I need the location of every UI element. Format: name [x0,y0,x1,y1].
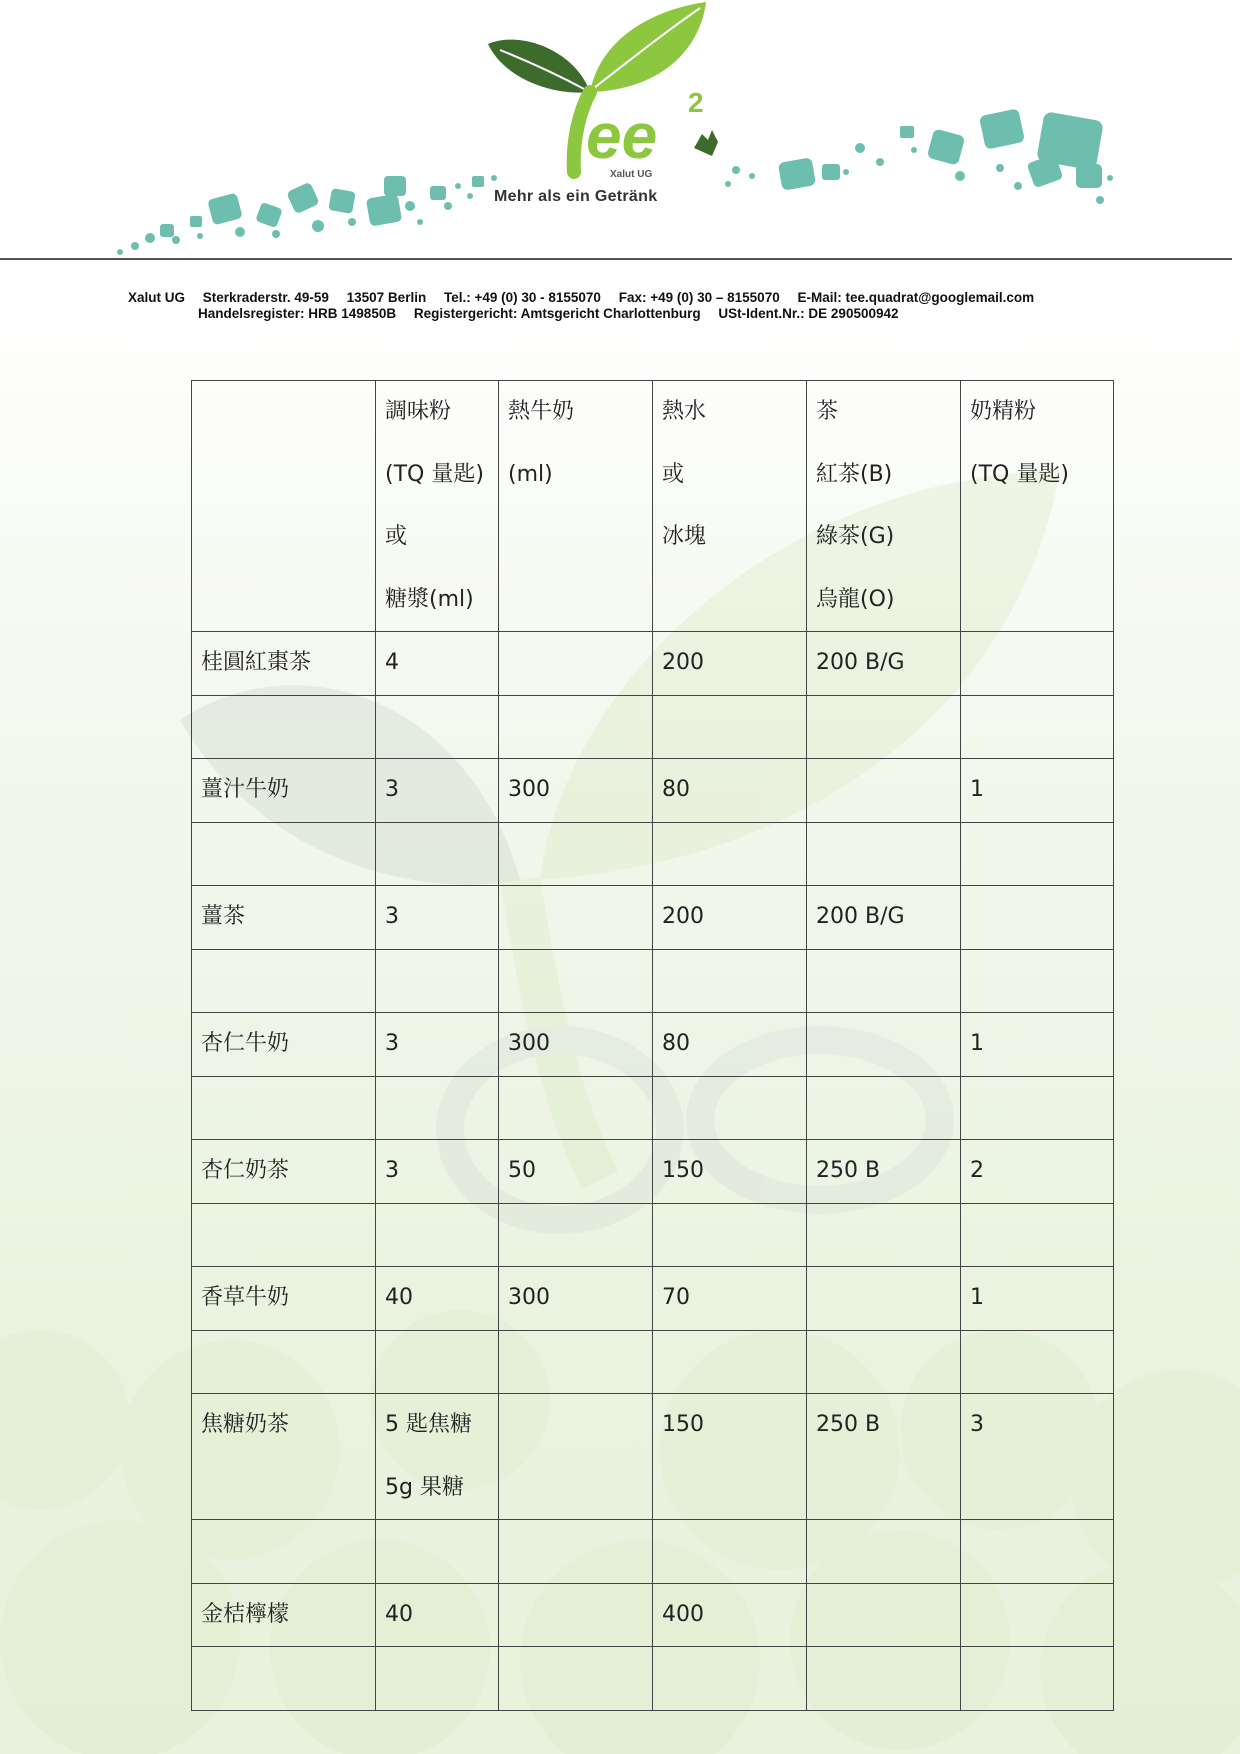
table-cell [961,1330,1114,1394]
address-register: Handelsregister: HRB 149850B [198,306,397,321]
table-cell [376,822,499,886]
cell-value [508,1584,643,1647]
cell-value [385,1204,489,1267]
table-cell [807,886,961,950]
cell-value: 5g 果糖 [385,1474,464,1500]
cell-value [508,696,643,759]
table-cell [961,886,1114,950]
cell-value [662,823,797,886]
table-cell [653,822,807,886]
recipe-table-header [192,381,1114,632]
cell-value [970,1077,1104,1140]
drink-name-cell [192,886,376,950]
table-row [192,886,1114,950]
column-header-line [201,381,366,444]
table-cell [499,1076,653,1140]
table-cell [961,759,1114,823]
column-header-line: (TQ 量匙) [385,461,484,487]
cell-value [970,1584,1104,1647]
cell-value [201,1520,366,1583]
cell-value: 薑汁牛奶 [201,777,290,802]
table-cell [499,949,653,1013]
cell-value: 200 B/G [816,650,905,675]
column-header-line: 熱水 [662,399,707,424]
table-cell [653,1267,807,1331]
cell-value: 杏仁牛奶 [201,1031,290,1056]
column-header [499,381,653,632]
cell-value: 1 [970,1031,984,1056]
cell-value [508,823,643,886]
drink-name-cell [192,1647,376,1711]
cell-value [662,1204,797,1267]
table-row [192,695,1114,759]
table-cell [499,1013,653,1077]
cell-value [816,823,951,886]
column-header-line: 熱牛奶 [508,399,575,424]
table-cell [376,1520,499,1584]
cell-value: 40 [385,1601,413,1627]
cell-value: 40 [385,1285,413,1310]
drink-name-cell [192,1394,376,1520]
cell-value [816,1647,951,1710]
drink-name-cell [192,1140,376,1204]
table-cell [653,1520,807,1584]
column-header-line: 調味粉 [385,399,452,424]
table-cell [499,1267,653,1331]
table-cell [376,1330,499,1394]
table-cell [807,1203,961,1267]
table-row [192,1013,1114,1077]
table-cell [807,759,961,823]
column-header-line: 烏龍(O) [816,586,895,612]
svg-text:2: 2 [688,87,704,118]
cell-value [508,950,643,1013]
column-header-line: 糖漿(ml) [385,586,474,612]
drink-name-cell [192,1267,376,1331]
cell-value [816,1204,951,1267]
table-cell [807,695,961,759]
cell-value: 4 [385,650,399,675]
table-cell [807,1076,961,1140]
table-cell [961,1076,1114,1140]
cell-value: 80 [662,777,690,802]
table-cell [961,1013,1114,1077]
drink-name-cell [192,1583,376,1647]
drink-name-cell [192,1013,376,1077]
table-row [192,822,1114,886]
column-header [807,381,961,632]
cell-value: 1 [970,777,984,802]
cell-value: 5 匙焦糖 [385,1412,472,1437]
column-header-line: (ml) [508,461,553,487]
table-cell [807,1013,961,1077]
table-cell [653,886,807,950]
cell-value: 150 [662,1158,704,1183]
column-header-line: 茶 [816,399,839,424]
header-divider [0,258,1232,260]
table-row [192,1076,1114,1140]
table-cell [499,1520,653,1584]
drink-name-cell [192,1203,376,1267]
cell-value: 3 [385,904,399,929]
cell-value [508,1331,643,1394]
column-header [961,381,1114,632]
table-cell [376,1013,499,1077]
cell-value [816,1520,951,1583]
table-cell [376,1647,499,1711]
header-row [192,381,1114,632]
cell-value: 300 [508,777,550,802]
table-cell [499,822,653,886]
table-cell [653,1330,807,1394]
cell-value: 200 B/G [816,904,905,929]
drink-name-cell [192,695,376,759]
table-cell [499,1203,653,1267]
table-cell [961,1394,1114,1520]
cell-value [508,1077,643,1140]
table-cell [653,695,807,759]
cell-value [662,1077,797,1140]
column-header-line: 奶精粉 [970,399,1037,424]
table-cell [499,1647,653,1711]
cell-value [970,886,1104,949]
cell-value: 金桔檸檬 [201,1601,290,1627]
cell-value: 300 [508,1285,550,1310]
table-row [192,1203,1114,1267]
cell-value: 250 B [816,1412,881,1437]
cell-value [970,823,1104,886]
table-cell [499,632,653,696]
table-cell [376,1140,499,1204]
table-cell [807,1520,961,1584]
table-cell [807,1267,961,1331]
column-header-line: 冰塊 [662,524,707,549]
table-cell [807,1140,961,1204]
cell-value: 2 [970,1158,984,1183]
cell-value [662,950,797,1013]
cell-value [816,1013,951,1076]
cell-value [201,1077,366,1140]
cell-value: 150 [662,1412,704,1437]
brand-wordmark: ee [586,100,658,172]
table-cell [807,822,961,886]
cell-value: 香草牛奶 [201,1285,290,1310]
cell-value: 3 [385,777,399,802]
address-line-2 [128,306,1188,322]
table-cell [653,1203,807,1267]
address-company: Xalut UG [128,290,186,305]
cell-value [662,696,797,759]
table-cell [376,949,499,1013]
table-row [192,1140,1114,1204]
cell-value [201,823,366,886]
address-vat: USt-Ident.Nr.: DE 290500942 [718,306,899,321]
table-cell [376,695,499,759]
cell-value [816,1331,951,1394]
cell-value: 400 [662,1601,704,1627]
cell-value [201,950,366,1013]
letterhead [0,0,1240,330]
cell-value [201,1331,366,1394]
table-cell [499,1583,653,1647]
table-cell [499,695,653,759]
table-cell [653,1140,807,1204]
recipe-table-container [191,380,1114,1711]
table-cell [961,1647,1114,1711]
table-cell [807,1583,961,1647]
table-cell [376,1583,499,1647]
tagline: Mehr als ein Getränk [494,188,658,205]
cell-value [385,1331,489,1394]
cell-value [816,1267,951,1330]
table-cell [376,1394,499,1520]
column-header [376,381,499,632]
table-row [192,1330,1114,1394]
column-header [653,381,807,632]
cell-value: 200 [662,904,704,929]
table-cell [961,1203,1114,1267]
cell-value: 焦糖奶茶 [201,1412,290,1437]
cell-value: 80 [662,1031,690,1056]
cell-value [970,1520,1104,1583]
cell-value [385,950,489,1013]
address-phone: Tel.: +49 (0) 30 - 8155070 [443,290,601,305]
table-cell [499,1394,653,1520]
company-address [128,290,1188,322]
column-header-line: 綠茶(G) [816,524,895,549]
cell-value [201,1647,366,1710]
table-row [192,1394,1114,1520]
cell-value [508,632,643,695]
cell-value: 杏仁奶茶 [201,1158,290,1183]
table-cell [807,1394,961,1520]
table-cell [807,949,961,1013]
cell-value: 50 [508,1158,536,1183]
table-row [192,949,1114,1013]
table-cell [376,632,499,696]
table-cell [376,1076,499,1140]
cell-value [385,1520,489,1583]
column-header-line: (TQ 量匙) [970,461,1069,487]
table-cell [653,949,807,1013]
recipe-table-body [192,632,1114,1711]
address-email: E-Mail: tee.quadrat@googlemail.com [797,290,1035,305]
table-cell [376,1203,499,1267]
cell-value [970,1204,1104,1267]
cell-value [385,823,489,886]
cell-value [508,1647,643,1710]
table-cell [653,1013,807,1077]
table-cell [499,1330,653,1394]
cell-value [662,1647,797,1710]
table-cell [961,1140,1114,1204]
cell-value: 1 [970,1285,984,1310]
drink-name-cell [192,1520,376,1584]
column-header-line: 紅茶(B) [816,461,893,487]
cell-value: 3 [385,1158,399,1183]
table-cell [961,1520,1114,1584]
cell-value [816,696,951,759]
table-cell [653,759,807,823]
table-cell [961,949,1114,1013]
cell-value [970,950,1104,1013]
cell-value [201,1204,366,1267]
cell-value [970,696,1104,759]
address-court: Registergericht: Amtsgericht Charlottenburg [413,306,701,321]
cell-value [385,1077,489,1140]
table-cell [961,1583,1114,1647]
table-cell [807,632,961,696]
table-row [192,632,1114,696]
cell-value [970,1331,1104,1394]
table-cell [653,632,807,696]
table-row [192,759,1114,823]
address-line-1 [128,290,1188,306]
table-cell [961,1267,1114,1331]
cell-value: 薑茶 [201,904,246,929]
table-cell [376,1267,499,1331]
drink-name-cell [192,822,376,886]
table-cell [961,822,1114,886]
table-row [192,1520,1114,1584]
recipe-table [191,380,1114,1711]
table-row [192,1647,1114,1711]
cell-value [970,1647,1104,1710]
column-header-line: 或 [662,461,685,487]
company-small-name: Xalut UG [610,169,653,180]
cell-value [816,1077,951,1140]
table-cell [961,632,1114,696]
column-header-line: 或 [385,524,408,549]
table-cell [807,1647,961,1711]
table-cell [807,1330,961,1394]
address-street: Sterkraderstr. 49-59 [202,290,329,305]
cell-value [508,1204,643,1267]
drink-name-cell [192,1076,376,1140]
cell-value: 3 [970,1412,984,1437]
column-header [192,381,376,632]
table-cell [499,886,653,950]
table-cell [653,1076,807,1140]
cell-value: 250 B [816,1158,881,1183]
table-row [192,1267,1114,1331]
drink-name-cell [192,759,376,823]
drink-name-cell [192,632,376,696]
cell-value [816,950,951,1013]
cell-value [662,1520,797,1583]
cell-value: 桂圓紅棗茶 [201,650,312,675]
address-fax: Fax: +49 (0) 30 – 8155070 [618,290,780,305]
drink-name-cell [192,949,376,1013]
cell-value: 300 [508,1031,550,1056]
table-cell [653,1583,807,1647]
cell-value [816,759,951,822]
table-cell [499,759,653,823]
table-cell [653,1647,807,1711]
cell-value [508,886,643,949]
brand-logo [0,0,1240,260]
address-city: 13507 Berlin [346,290,427,305]
drink-name-cell [192,1330,376,1394]
cell-value [508,1394,643,1457]
cell-value: 70 [662,1285,690,1310]
cell-value: 3 [385,1031,399,1056]
table-cell [653,1394,807,1520]
table-cell [499,1140,653,1204]
cell-value [385,696,489,759]
table-cell [376,759,499,823]
table-row [192,1583,1114,1647]
cell-value [970,632,1104,695]
cell-value [508,1520,643,1583]
table-cell [376,886,499,950]
table-cell [961,695,1114,759]
cell-value [662,1331,797,1394]
cell-value: 200 [662,650,704,675]
cell-value [385,1647,489,1710]
cell-value [816,1584,951,1647]
cell-value [201,696,366,759]
